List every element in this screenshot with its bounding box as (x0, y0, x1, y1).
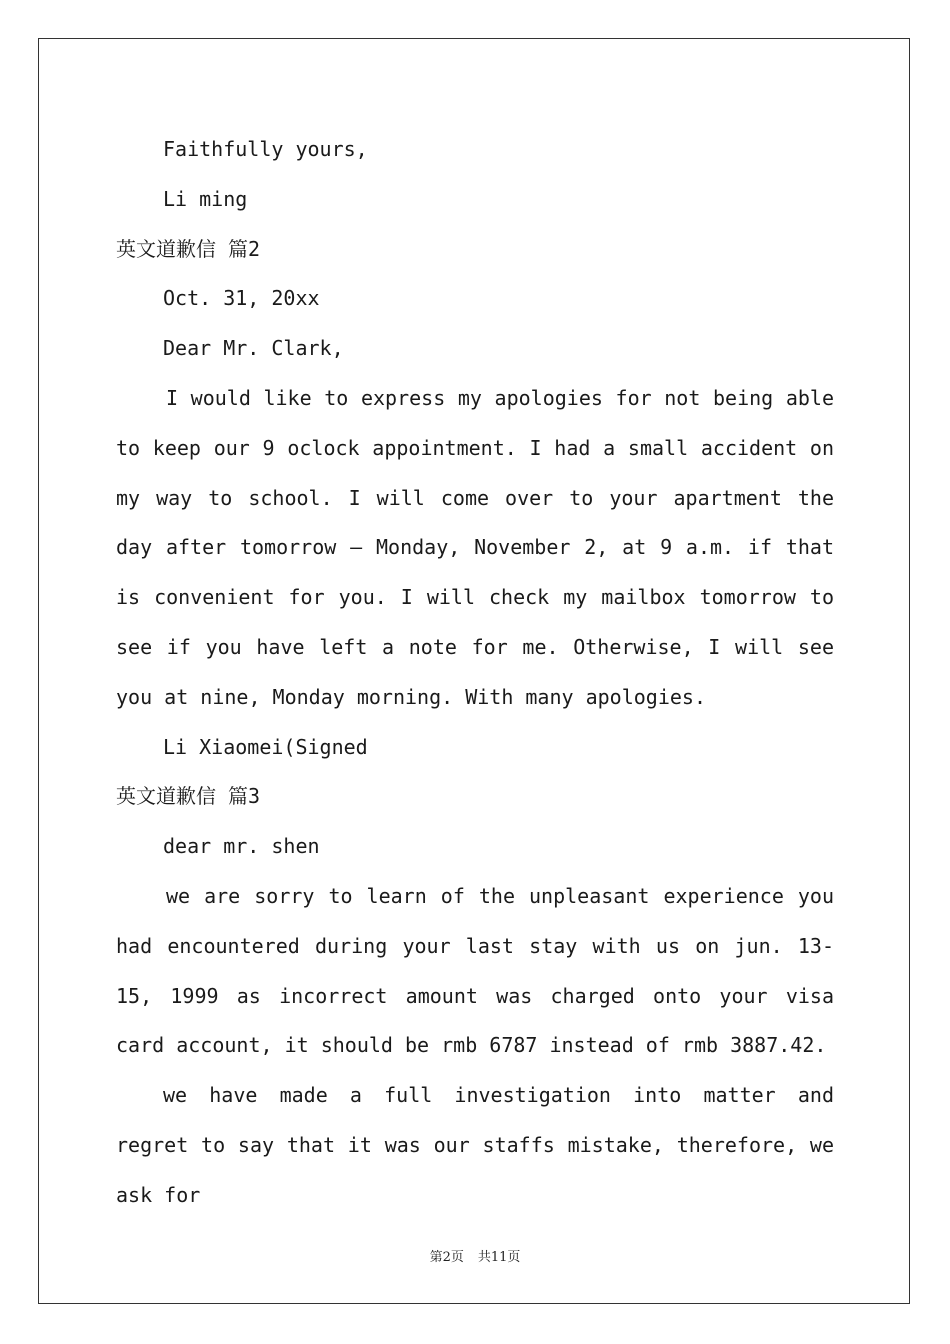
letter-body-paragraph: I would like to express my apologies for not being able to keep our 9 oclock appointment. I had a small accident on my way to school. I will come over to your apartment the day after tomorrow — Monday, November 2, at 9 a.m. if that is convenient for you. I will check my mailbox tomorrow to see if you have left a note for me. Otherwise, I will see you at nine, Monday morning. With many apologies. (116, 385, 834, 709)
page-total: 共11页 (477, 1250, 521, 1265)
page-number: 第2页 (429, 1250, 464, 1265)
signature-line: Li Xiaomei(Signed (163, 734, 368, 759)
salutation-line: Dear Mr. Clark, (163, 336, 344, 361)
letter-date: Oct. 31, 20xx (163, 286, 320, 311)
section-heading-2: 英文道歉信 篇2 (116, 236, 261, 261)
document-body (116, 125, 834, 1221)
letter-body-paragraph: we are sorry to learn of the unpleasant experience you had encountered during your last stay with us on jun. 13-15, 1999 as incorrect amount was charged onto your visa card account, it should be rmb 6787 instead of rmb 3887.42. (116, 883, 834, 1058)
letter-body-paragraph: we have made a full investigation into matter and regret to say that it was our staffs mistake, therefore, we ask for (116, 1083, 834, 1207)
signature-line: Li ming (163, 186, 248, 211)
page-footer (0, 1246, 950, 1265)
closing-line: Faithfully yours, (163, 137, 368, 161)
section-heading-3: 英文道歉信 篇3 (116, 784, 261, 809)
salutation-line: dear mr. shen (163, 834, 320, 859)
